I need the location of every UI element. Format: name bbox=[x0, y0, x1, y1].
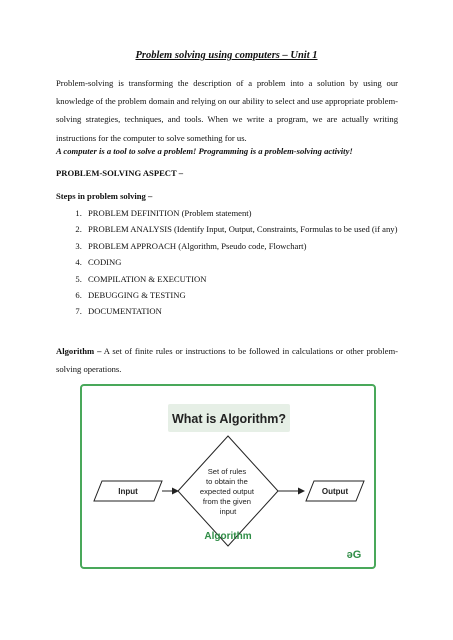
document-title: Problem solving using computers – Unit 1 bbox=[135, 50, 318, 61]
emphasis-statement: A computer is a tool to solve a problem! Programming is a problem-solving activity! bbox=[56, 146, 353, 156]
figure-title: What is Algorithm? bbox=[171, 412, 287, 426]
steps-list bbox=[56, 205, 426, 320]
diamond-line: input bbox=[219, 507, 237, 516]
diamond-line: to obtain the bbox=[206, 477, 248, 486]
list-item: 4. CODING bbox=[84, 254, 426, 270]
list-item: 3. PROBLEM APPROACH (Algorithm, Pseudo code, Flowchart) bbox=[84, 238, 426, 254]
intro-paragraph: Problem-solving is transforming the description of a problem into a solution by using our knowledge of the problem domain and relying on our ability to select and use appropriate problem-solving strategies, techniques, and tools. When we write a program, we are actually writing instructions for the computer to solve something for us. bbox=[56, 78, 398, 143]
steps-heading: Steps in problem solving – bbox=[56, 191, 153, 201]
algorithm-term: Algorithm – bbox=[56, 346, 102, 356]
section-heading: PROBLEM-SOLVING ASPECT – bbox=[56, 168, 184, 178]
algorithm-diagram bbox=[82, 386, 374, 567]
figure-caption: Algorithm bbox=[204, 531, 252, 542]
diamond-line: from the given bbox=[202, 497, 251, 506]
list-item: 2. PROBLEM ANALYSIS (Identify Input, Output, Constraints, Formulas to be used (if any) bbox=[84, 221, 426, 237]
input-label: Input bbox=[118, 487, 138, 496]
output-label: Output bbox=[321, 487, 349, 496]
list-item: 1. PROBLEM DEFINITION (Problem statement) bbox=[84, 205, 426, 221]
gfg-logo: əG bbox=[346, 549, 362, 561]
diamond-line: expected output bbox=[199, 487, 254, 496]
algorithm-definition-paragraph bbox=[56, 342, 398, 378]
diamond-line: Set of rules bbox=[207, 467, 247, 476]
list-item: 5. COMPILATION & EXECUTION bbox=[84, 271, 426, 287]
list-item: 6. DEBUGGING & TESTING bbox=[84, 287, 426, 303]
list-item: 7. DOCUMENTATION bbox=[84, 303, 426, 319]
algorithm-definition: A set of finite rules or instructions to be followed in calculations or other problem-solving operations. bbox=[56, 346, 398, 375]
algorithm-figure bbox=[80, 384, 376, 569]
